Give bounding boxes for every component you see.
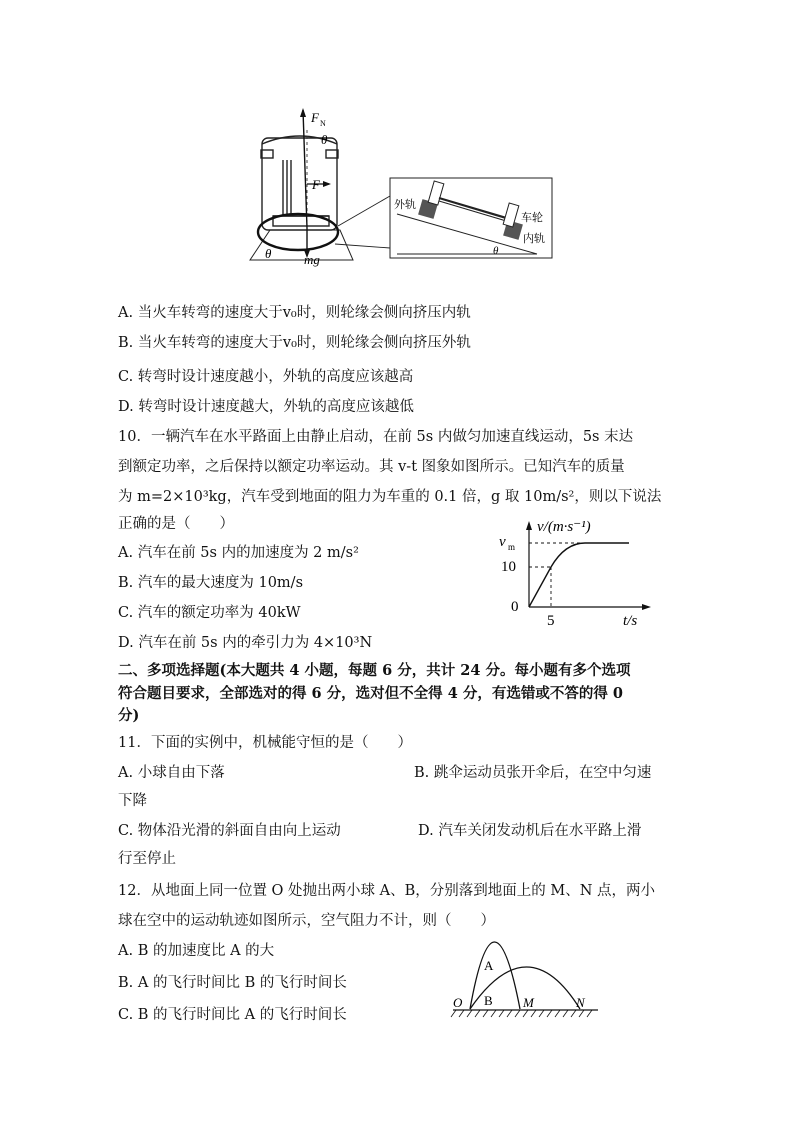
q10-stem-1: 10．一辆汽车在水平路面上由静止启动，在前 5s 内做匀加速直线运动，5s 末达 xyxy=(118,429,634,445)
label-mg: mg xyxy=(304,252,320,267)
normal-force-arrow xyxy=(303,110,307,228)
vt-curve xyxy=(529,543,629,607)
q12-option-c: C. B 的飞行时间比 A 的飞行时间长 xyxy=(118,1007,347,1023)
q12-stem-2: 球在空中的运动轨迹如图所示，空气阻力不计，则（ ） xyxy=(118,913,495,929)
trajectory-figure xyxy=(448,935,603,1025)
label-o: O xyxy=(453,995,463,1010)
label-inner-rail: 内轨 xyxy=(523,233,545,245)
q11-option-d: D. 汽车关闭发动机后在水平路上滑 xyxy=(418,823,642,839)
section2-header-1: 二、多项选择题(本大题共 4 小题，每题 6 分，共计 24 分。每小题有多个选项 xyxy=(118,662,631,679)
q9-option-b: B. 当火车转弯的速度大于v₀时，则轮缘会侧向挤压外轨 xyxy=(118,335,471,351)
q10-option-d: D. 汽车在前 5s 内的牵引力为 4×10³N xyxy=(118,635,373,651)
label-b: B xyxy=(484,993,493,1008)
label-inset-theta: θ xyxy=(493,245,499,257)
section2-header-3: 分) xyxy=(118,707,140,724)
q11-option-d-cont: 行至停止 xyxy=(118,851,176,867)
label-m: M xyxy=(523,995,534,1010)
q11-option-b: B. 跳伞运动员张开伞后，在空中匀速 xyxy=(414,765,652,781)
vt-tick-10: 10 xyxy=(501,559,516,575)
label-f: F xyxy=(312,177,320,192)
q9-option-a: A. 当火车转弯的速度大于v₀时，则轮缘会侧向挤压内轨 xyxy=(118,305,471,321)
wheel-highlight-ellipse xyxy=(258,214,338,250)
q10-option-a: A. 汽车在前 5s 内的加速度为 2 m/s² xyxy=(118,545,359,561)
label-a: A xyxy=(484,958,494,973)
train-banking-figure xyxy=(225,108,565,268)
section2-header-2: 符合题目要求，全部选对的得 6 分，选对但不全得 4 分，有选错或不答的得 0 xyxy=(118,685,624,702)
vt-ylabel: v/(m·s⁻¹) xyxy=(537,519,591,535)
label-theta-top: θ xyxy=(321,132,328,147)
q10-stem-2: 到额定功率，之后保持以额定功率运动。其 v-t 图象如图所示。已知汽车的质量 xyxy=(118,459,625,475)
q10-option-b: B. 汽车的最大速度为 10m/s xyxy=(118,575,304,591)
q10-stem-4: 正确的是（ ） xyxy=(118,516,234,532)
label-n: N xyxy=(576,995,585,1010)
label-wheel: 车轮 xyxy=(521,212,543,224)
svg-text:N: N xyxy=(320,119,326,128)
inset-rail-detail xyxy=(390,178,552,258)
q11-stem: 11．下面的实例中，机械能守恒的是（ ） xyxy=(118,735,412,751)
label-theta-bottom: θ xyxy=(265,246,272,261)
label-outer-rail: 外轨 xyxy=(394,199,416,211)
q11-option-b-cont: 下降 xyxy=(118,793,147,809)
q12-option-a: A. B 的加速度比 A 的大 xyxy=(118,943,275,959)
q12-option-b: B. A 的飞行时间比 B 的飞行时间长 xyxy=(118,975,347,991)
q12-stem-1: 12．从地面上同一位置 O 处抛出两小球 A、B，分别落到地面上的 M、N 点，两小 xyxy=(118,883,656,899)
q10-option-c: C. 汽车的额定功率为 40kW xyxy=(118,605,301,621)
vt-graph xyxy=(495,513,670,633)
q11-option-a: A. 小球自由下落 xyxy=(118,765,225,781)
vt-vm-label: v xyxy=(499,534,506,550)
label-fn: F xyxy=(311,110,319,125)
svg-text:m: m xyxy=(508,542,516,552)
q9-option-c: C. 转弯时设计速度越小，外轨的高度应该越高 xyxy=(118,369,414,385)
vt-tick-5: 5 xyxy=(547,613,555,629)
vt-xlabel: t/s xyxy=(623,613,638,629)
q10-stem-3: 为 m=2×10³kg，汽车受到地面的阻力为车重的 0.1 倍，g 取 10m/s²，则以下说法 xyxy=(118,489,662,505)
q9-option-d: D. 转弯时设计速度越大，外轨的高度应该越低 xyxy=(118,399,414,415)
q11-option-c: C. 物体沿光滑的斜面自由向上运动 xyxy=(118,823,341,839)
vt-origin: 0 xyxy=(511,599,519,615)
